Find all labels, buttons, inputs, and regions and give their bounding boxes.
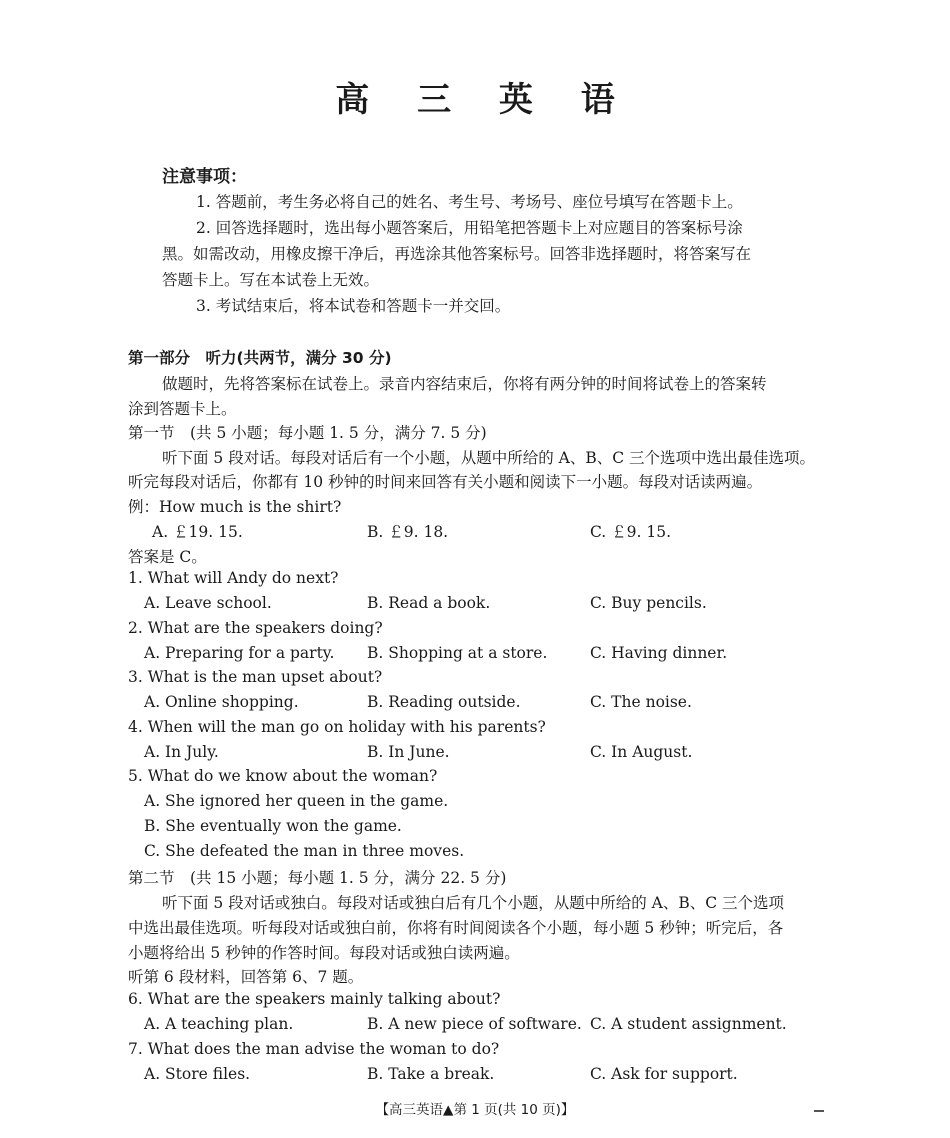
- corner-mark: [814, 1110, 824, 1112]
- option-c: C. Having dinner.: [590, 644, 728, 662]
- option-b: B. Take a break.: [367, 1065, 495, 1083]
- option-b: B. Read a book.: [367, 594, 491, 612]
- question-text: 2. What are the speakers doing?: [128, 619, 383, 637]
- section-two-heading: 第二节 (共 15 小题；每小题 1. 5 分，满分 22. 5 分): [128, 869, 507, 887]
- example-option-c: C. ￡9. 15.: [590, 523, 672, 541]
- notice-line: 2. 回答选择题时，选出每小题答案后，用铅笔把答题卡上对应题目的答案标号涂: [196, 219, 743, 237]
- notice-line: 答题卡上。写在本试卷上无效。: [162, 271, 380, 289]
- example-answer: 答案是 C。: [128, 548, 207, 566]
- option-c: C. She defeated the man in three moves.: [144, 842, 465, 860]
- option-b: B. Shopping at a store.: [367, 644, 548, 662]
- question-text: 3. What is the man upset about?: [128, 668, 383, 686]
- example-option-b: B. ￡9. 18.: [367, 523, 449, 541]
- option-b: B. In June.: [367, 743, 450, 761]
- option-a: A. A teaching plan.: [144, 1015, 294, 1033]
- option-a: A. Preparing for a party.: [144, 644, 335, 662]
- material-instruction: 听第 6 段材料，回答第 6、7 题。: [128, 968, 364, 986]
- option-b: B. A new piece of software.: [367, 1015, 582, 1033]
- part-one-heading: 第一部分 听力(共两节，满分 30 分): [128, 349, 392, 367]
- section-one-intro: 听完每段对话后，你都有 10 秒钟的时间来回答有关小题和阅读下一小题。每段对话读两遍。: [128, 473, 763, 491]
- option-b: B. Reading outside.: [367, 693, 521, 711]
- option-c: C. The noise.: [590, 693, 692, 711]
- example-question: 例：How much is the shirt?: [128, 498, 342, 516]
- part-one-intro: 涂到答题卡上。: [128, 400, 237, 418]
- section-one-heading: 第一节 (共 5 小题；每小题 1. 5 分，满分 7. 5 分): [128, 424, 487, 442]
- notice-line: 黑。如需改动，用橡皮擦干净后，再选涂其他答案标号。回答非选择题时，将答案写在: [162, 245, 752, 263]
- option-a: A. Store files.: [144, 1065, 251, 1083]
- section-one-intro: 听下面 5 段对话。每段对话后有一个小题，从题中所给的 A、B、C 三个选项中选出最佳选项。: [162, 449, 816, 467]
- notice-heading: 注意事项：: [162, 167, 247, 187]
- question-text: 5. What do we know about the woman?: [128, 767, 438, 785]
- question-text: 1. What will Andy do next?: [128, 569, 339, 587]
- option-c: C. A student assignment.: [590, 1015, 787, 1033]
- question-text: 7. What does the man advise the woman to do?: [128, 1040, 500, 1058]
- option-b: B. She eventually won the game.: [144, 817, 402, 835]
- option-a: A. Online shopping.: [144, 693, 299, 711]
- part-one-intro: 做题时，先将答案标在试卷上。录音内容结束后，你将有两分钟的时间将试卷上的答案转: [162, 375, 767, 393]
- section-two-intro: 小题将给出 5 秒钟的作答时间。每段对话或独白读两遍。: [128, 944, 520, 962]
- page-title: 高 三 英 语: [335, 80, 633, 120]
- option-a: A. She ignored her queen in the game.: [144, 792, 449, 810]
- question-text: 6. What are the speakers mainly talking about?: [128, 990, 501, 1008]
- page-footer: 【高三英语▲第 1 页(共 10 页)】: [375, 1102, 575, 1118]
- option-c: C. Ask for support.: [590, 1065, 738, 1083]
- question-text: 4. When will the man go on holiday with his parents?: [128, 718, 546, 736]
- option-a: A. In July.: [144, 743, 219, 761]
- notice-line: 3. 考试结束后，将本试卷和答题卡一并交回。: [196, 297, 511, 315]
- option-c: C. In August.: [590, 743, 693, 761]
- option-a: A. Leave school.: [144, 594, 272, 612]
- notice-line: 1. 答题前，考生务必将自己的姓名、考生号、考场号、座位号填写在答题卡上。: [196, 193, 743, 211]
- section-two-intro: 中选出最佳选项。听每段对话或独白前，你将有时间阅读各个小题，每小题 5 秒钟；听完后，各: [128, 919, 784, 937]
- example-option-a: A. ￡19. 15.: [152, 523, 243, 541]
- section-two-intro: 听下面 5 段对话或独白。每段对话或独白后有几个小题，从题中所给的 A、B、C 三个选项: [162, 894, 785, 912]
- option-c: C. Buy pencils.: [590, 594, 707, 612]
